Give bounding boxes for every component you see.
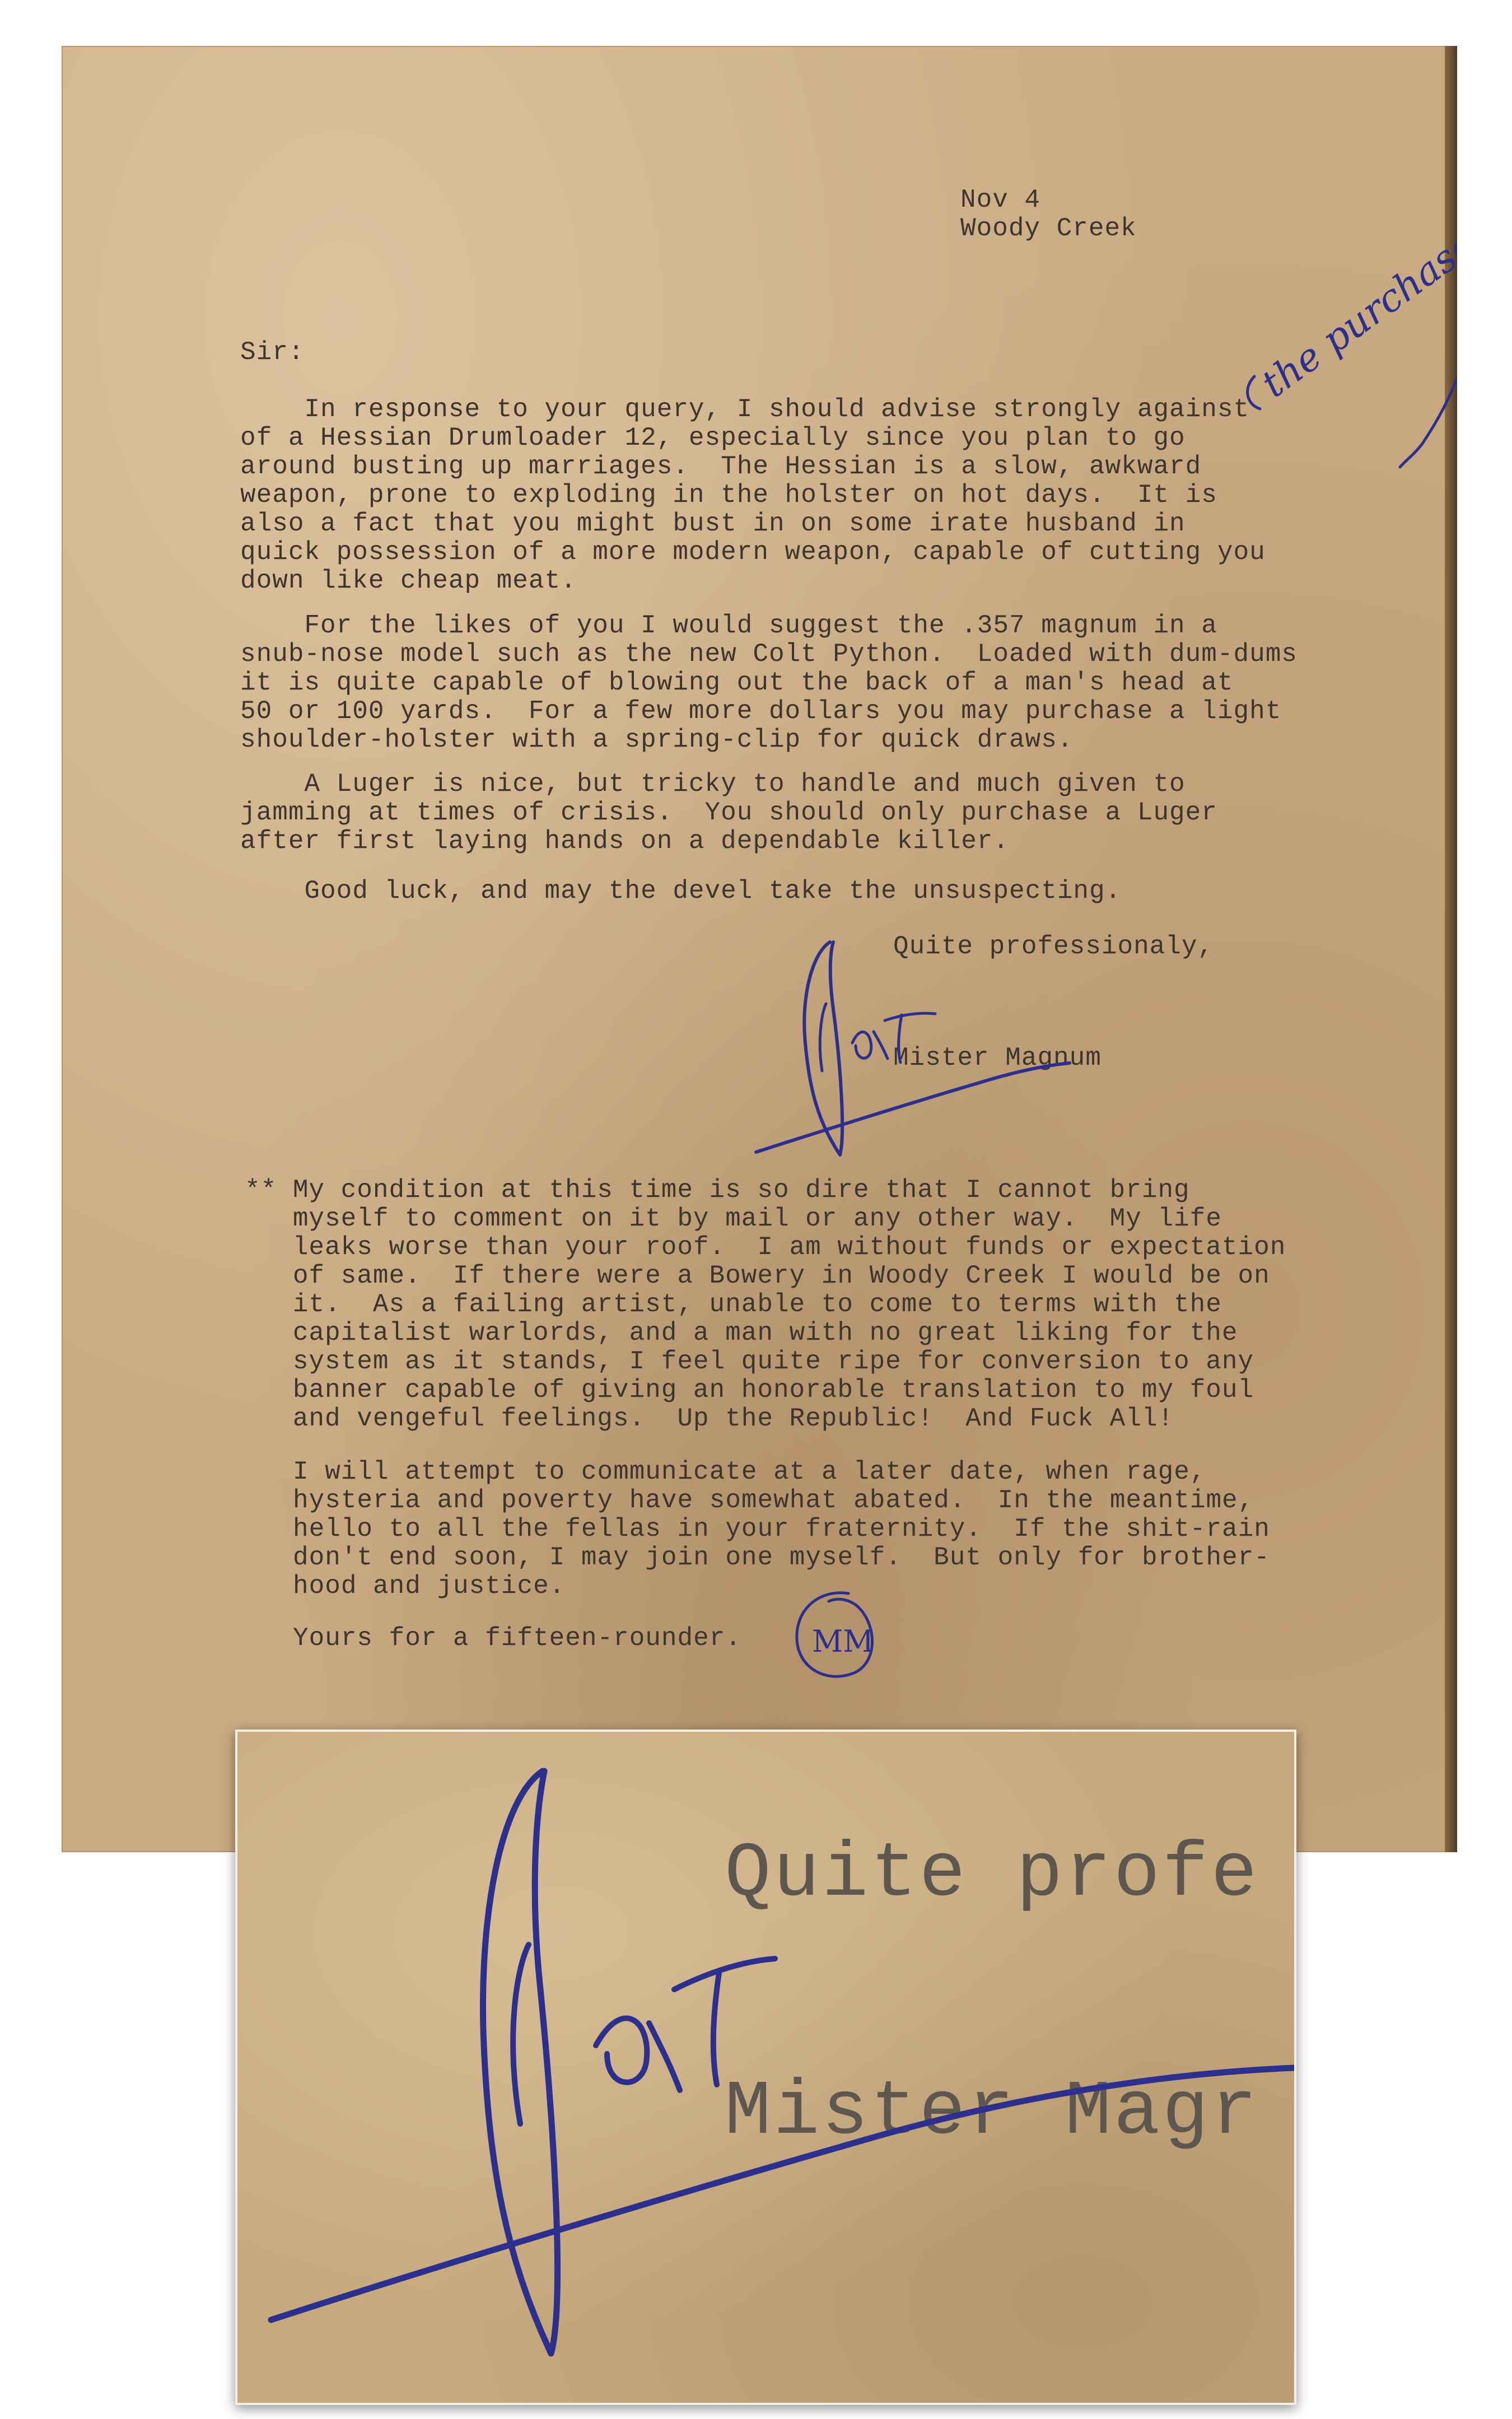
ink-signature <box>734 931 1081 1172</box>
annotation-text: the purchaser <box>1253 212 1499 407</box>
letter-place: Woody Creek <box>960 214 1137 243</box>
initials-text: MM <box>812 1624 874 1659</box>
inset-name-fragment: Mister Magr <box>725 2069 1259 2156</box>
circled-initials <box>781 1583 888 1690</box>
postscript-paragraph-2: I will attempt to communicate at a later date, when rage, hysteria and poverty have somewhat abated. In the meantime, hello to all the fellas in your fraternity. If the shit-rain don't end soon, I may join one myself. But only for brother- hood and justice. <box>293 1457 1270 1601</box>
letter-heading <box>960 186 1137 243</box>
body-paragraph-2: For the likes of you I would suggest the .357 magnum in a snub-nose model such as the new Colt Python. Loaded with dum-dums it is quite capable of blowing out the back of a man's head at 50 or 100 yards. For a few more dollars you may purchase a light shoulder-holster with a spring-clip for quick draws. <box>240 611 1298 754</box>
signature-typed-name: Mister Magnum <box>893 1043 1102 1073</box>
body-paragraph-3: A Luger is nice, but tricky to handle and much given to jamming at times of crisis. You should only purchase a Luger after first laying hands on a dependable killer. <box>240 770 1217 856</box>
postscript-paragraph-3: Yours for a fifteen-rounder. <box>293 1624 741 1653</box>
signature-detail-inset <box>235 1730 1296 2405</box>
closing-line: Quite professionaly, <box>893 932 1214 961</box>
salutation: Sir: <box>240 338 305 367</box>
inset-closing-fragment: Quite profe <box>725 1831 1259 1918</box>
postscript-paragraph-1: ** My condition at this time is so dire that I cannot bring myself to comment on it by mail or any other way. My life leaks worse than your roof. I am without funds or expectation of same. If there were a Bowery in Woody Creek I would be on it. As a failing artist, unable to come to terms with the capitalist warlords, and a man with no great liking for the system as it stands, I feel quite ripe for conversion to any banner capable of giving an honorable translation to my foul and vengeful feelings. Up the Republic! And Fuck All! <box>245 1176 1286 1433</box>
letter-page <box>62 46 1499 1852</box>
body-paragraph-4: Good luck, and may the devel take the unsuspecting. <box>240 877 1122 906</box>
inset-ink-signature <box>237 1732 1294 2403</box>
body-paragraph-1: In response to your query, I should advise strongly against of a Hessian Drumloader 12, especially since you plan to go around busting up marriages. The Hessian is a slow, awkward weapon, prone to exploding in the holster on hot days. It is also a fact that you might bust in on some irate husband in quick possession of a more modern weapon, capable of cutting you down like cheap meat. <box>240 395 1266 595</box>
letter-date: Nov 4 <box>960 185 1041 215</box>
